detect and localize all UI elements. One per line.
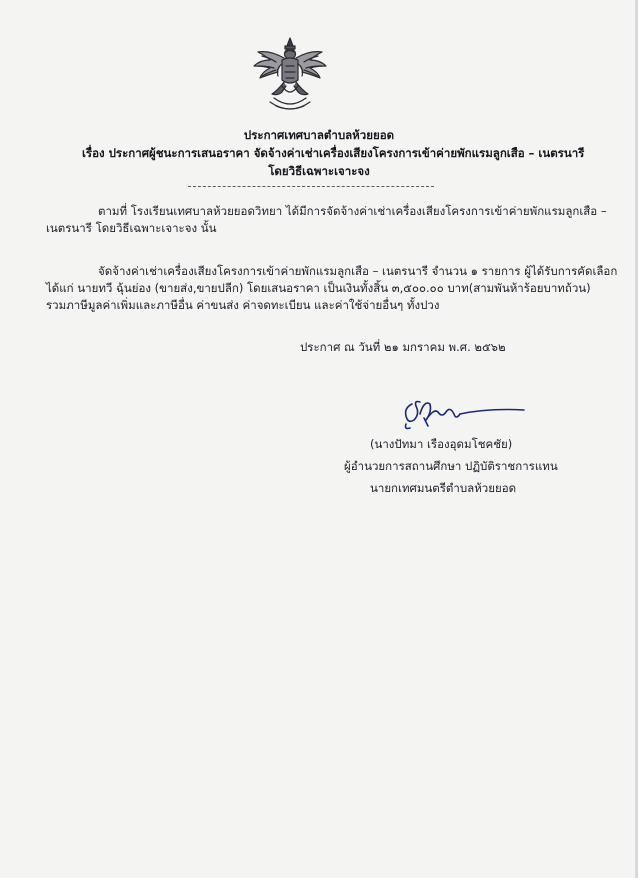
signer-position1: ผู้อำนวยการสถานศึกษา ปฏิบัติราชการแทน: [344, 459, 558, 473]
paragraph1-line1: ตามที่ โรงเรียนเทศบาลห้วยยอดวิทยา ได้มีการจัดจ้างค่าเช่าเครื่องเสียงโครงการเข้าค่ายพักแรมลูกเสือ –: [98, 204, 607, 218]
signer-name: (นางปัทมา เรืองอุดมโชคชัย): [370, 437, 513, 451]
signer-position2: นายกเทศมนตรีตำบลห้วยยอด: [370, 481, 517, 495]
paragraph2-line1: จัดจ้างค่าเช่าเครื่องเสียงโครงการเข้าค่ายพักแรมลูกเสือ – เนตรนารี จำนวน ๑ รายการ ผู้ได้รับการคัดเลือก: [98, 264, 618, 278]
method-title: โดยวิธีเฉพาะเจาะจง: [268, 164, 370, 178]
signature-icon: [398, 394, 528, 436]
paragraph2-line3: รวมภาษีมูลค่าเพิ่มและภาษีอื่น ค่าขนส่ง ค่าจดทะเบียน และค่าใช้จ่ายอื่นๆ ทั้งปวง: [46, 298, 440, 312]
paragraph2-line2: ได้แก่ นายทวี ฉุ้นย่อง (ขายส่ง,ขายปลีก) โดยเสนอราคา เป็นเงินทั้งสิ้น ๓,๕๐๐.๐๐ บาท(สามพันห้าร้อยบาทถ้วน): [46, 281, 591, 295]
subject-title: เรื่อง ประกาศผู้ชนะการเสนอราคา จัดจ้างค่าเช่าเครื่องเสียงโครงการเข้าค่ายพักแรมลูกเสือ – เนตรนารี: [82, 146, 585, 160]
agency-title: ประกาศเทศบาลตำบลห้วยยอด: [243, 128, 395, 142]
header-divider: [188, 186, 434, 187]
announce-date: ประกาศ ณ วันที่ ๒๑ มกราคม พ.ศ. ๒๕๖๒: [300, 340, 506, 354]
garuda-emblem-icon: [252, 36, 328, 114]
paragraph1-line2: เนตรนารี โดยวิธีเฉพาะเจาะจง นั้น: [46, 221, 217, 235]
